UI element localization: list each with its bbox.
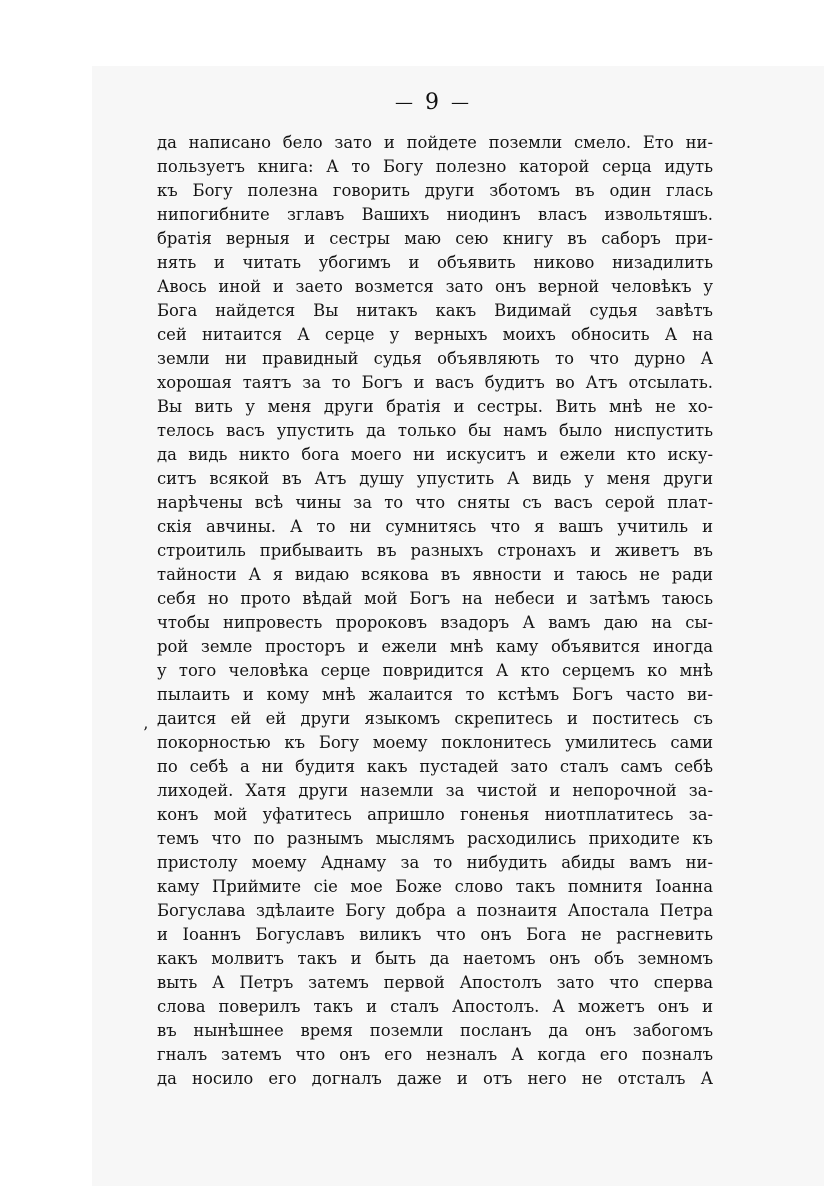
text-line: нарѣчены всѣ чины за то что сняты съ васъ серой плат- bbox=[157, 493, 713, 512]
text-line: въ нынѣшнее время поземли посланъ да онъ забогомъ bbox=[157, 1021, 713, 1040]
text-line: строитиль прибываить въ разныхъ стронахъ и живетъ въ bbox=[157, 541, 713, 560]
text-line: да носило его догналъ даже и отъ него не отсталъ А bbox=[157, 1069, 713, 1088]
text-line: у того человѣка серце повридится А кто серцемъ ко мнѣ bbox=[157, 661, 713, 680]
text-line: какъ молвитъ такъ и быть да наетомъ онъ объ земномъ bbox=[157, 949, 713, 968]
text-line: тайности А я видаю всякова въ явности и таюсь не ради bbox=[157, 565, 713, 584]
header-dash-left: — bbox=[395, 91, 413, 113]
text-line: да видь никто бога моего ни искуситъ и ежели кто иску- bbox=[157, 445, 713, 464]
text-line: слова поверилъ такъ и сталъ Апостолъ. А можетъ онъ и bbox=[157, 997, 713, 1016]
text-line: покорностью къ Богу моему поклонитесь умилитесь сами bbox=[157, 733, 713, 752]
text-line: по себѣ а ни будитя какъ пустадей зато сталъ самъ себѣ bbox=[157, 757, 713, 776]
text-line: выть А Петръ затемъ первой Апостолъ зато что сперва bbox=[157, 973, 713, 992]
text-line: Вы вить у меня други братія и сестры. Вить мнѣ не хо- bbox=[157, 397, 713, 416]
text-line: чтобы нипровесть пророковъ взадоръ А вамъ даю на сы- bbox=[157, 613, 713, 632]
text-line: темъ что по разнымъ мыслямъ расходились приходите къ bbox=[157, 829, 713, 848]
text-line: лиходей. Хатя други наземли за чистой и непорочной за- bbox=[157, 781, 713, 800]
page-number: 9 bbox=[425, 89, 439, 115]
text-line: земли ни правидный судья объявляють то что дурно А bbox=[157, 349, 713, 368]
text-line: рой земле просторъ и ежели мнѣ каму объявится иногда bbox=[157, 637, 713, 656]
text-line: братія верныя и сестры маю сею книгу въ саборъ при- bbox=[157, 229, 713, 248]
text-line: къ Богу полезна говорить други зботомъ въ один глась bbox=[157, 181, 713, 200]
text-line: гналъ затемъ что онъ его незналъ А когда его позналъ bbox=[157, 1045, 713, 1064]
text-line: нять и читать убогимъ и объявить никово низадилить bbox=[157, 253, 713, 272]
text-line: конъ мой уфатитесь апришло гоненья ниотплатитесь за- bbox=[157, 805, 713, 824]
text-line: каму Приймите сіе мое Боже слово такъ помнитя Іоанна bbox=[157, 877, 713, 896]
text-line: хорошая таятъ за то Богъ и васъ будитъ во Атъ отсылать. bbox=[157, 373, 713, 392]
page-header bbox=[384, 88, 480, 116]
text-line: телось васъ упустить да только бы намъ было ниспустить bbox=[157, 421, 713, 440]
text-line: даится ей ей други языкомъ скрепитесь и поститесь съ bbox=[157, 709, 713, 728]
margin-mark: ’ bbox=[143, 723, 149, 742]
body-text bbox=[157, 131, 713, 1091]
text-line: скія авчины. А то ни сумнитясь что я вашъ учитиль и bbox=[157, 517, 713, 536]
text-line: пылаить и кому мнѣ жалаится то кстѣмъ Богъ часто ви- bbox=[157, 685, 713, 704]
text-line: Бога найдется Вы нитакъ какъ Видимай судья завѣтъ bbox=[157, 301, 713, 320]
text-line: сей нитаится А серце у верныхъ моихъ обносить А на bbox=[157, 325, 713, 344]
text-line: себя но прото вѣдай мой Богъ на небеси и затѣмъ таюсь bbox=[157, 589, 713, 608]
text-line: нипогибните зглавъ Вашихъ ниодинъ власъ извольтяшъ. bbox=[157, 205, 713, 224]
text-line: пользуетъ книга: А то Богу полезно каторой серца идуть bbox=[157, 157, 713, 176]
text-line: и Іоаннъ Богуславъ виликъ что онъ Бога не расгневить bbox=[157, 925, 713, 944]
header-dash-right: — bbox=[451, 91, 469, 113]
text-line: Авось иной и заето возмется зато онъ верной человѣкъ у bbox=[157, 277, 713, 296]
text-line: ситъ всякой въ Атъ душу упустить А видь у меня други bbox=[157, 469, 713, 488]
text-line: пристолу моему Аднаму за то нибудить абиды вамъ ни- bbox=[157, 853, 713, 872]
text-line: да написано бело зато и пойдете поземли смело. Ето ни- bbox=[157, 133, 713, 152]
text-line: Богуслава здѣлаите Богу добра а познаитя Апостала Петра bbox=[157, 901, 713, 920]
